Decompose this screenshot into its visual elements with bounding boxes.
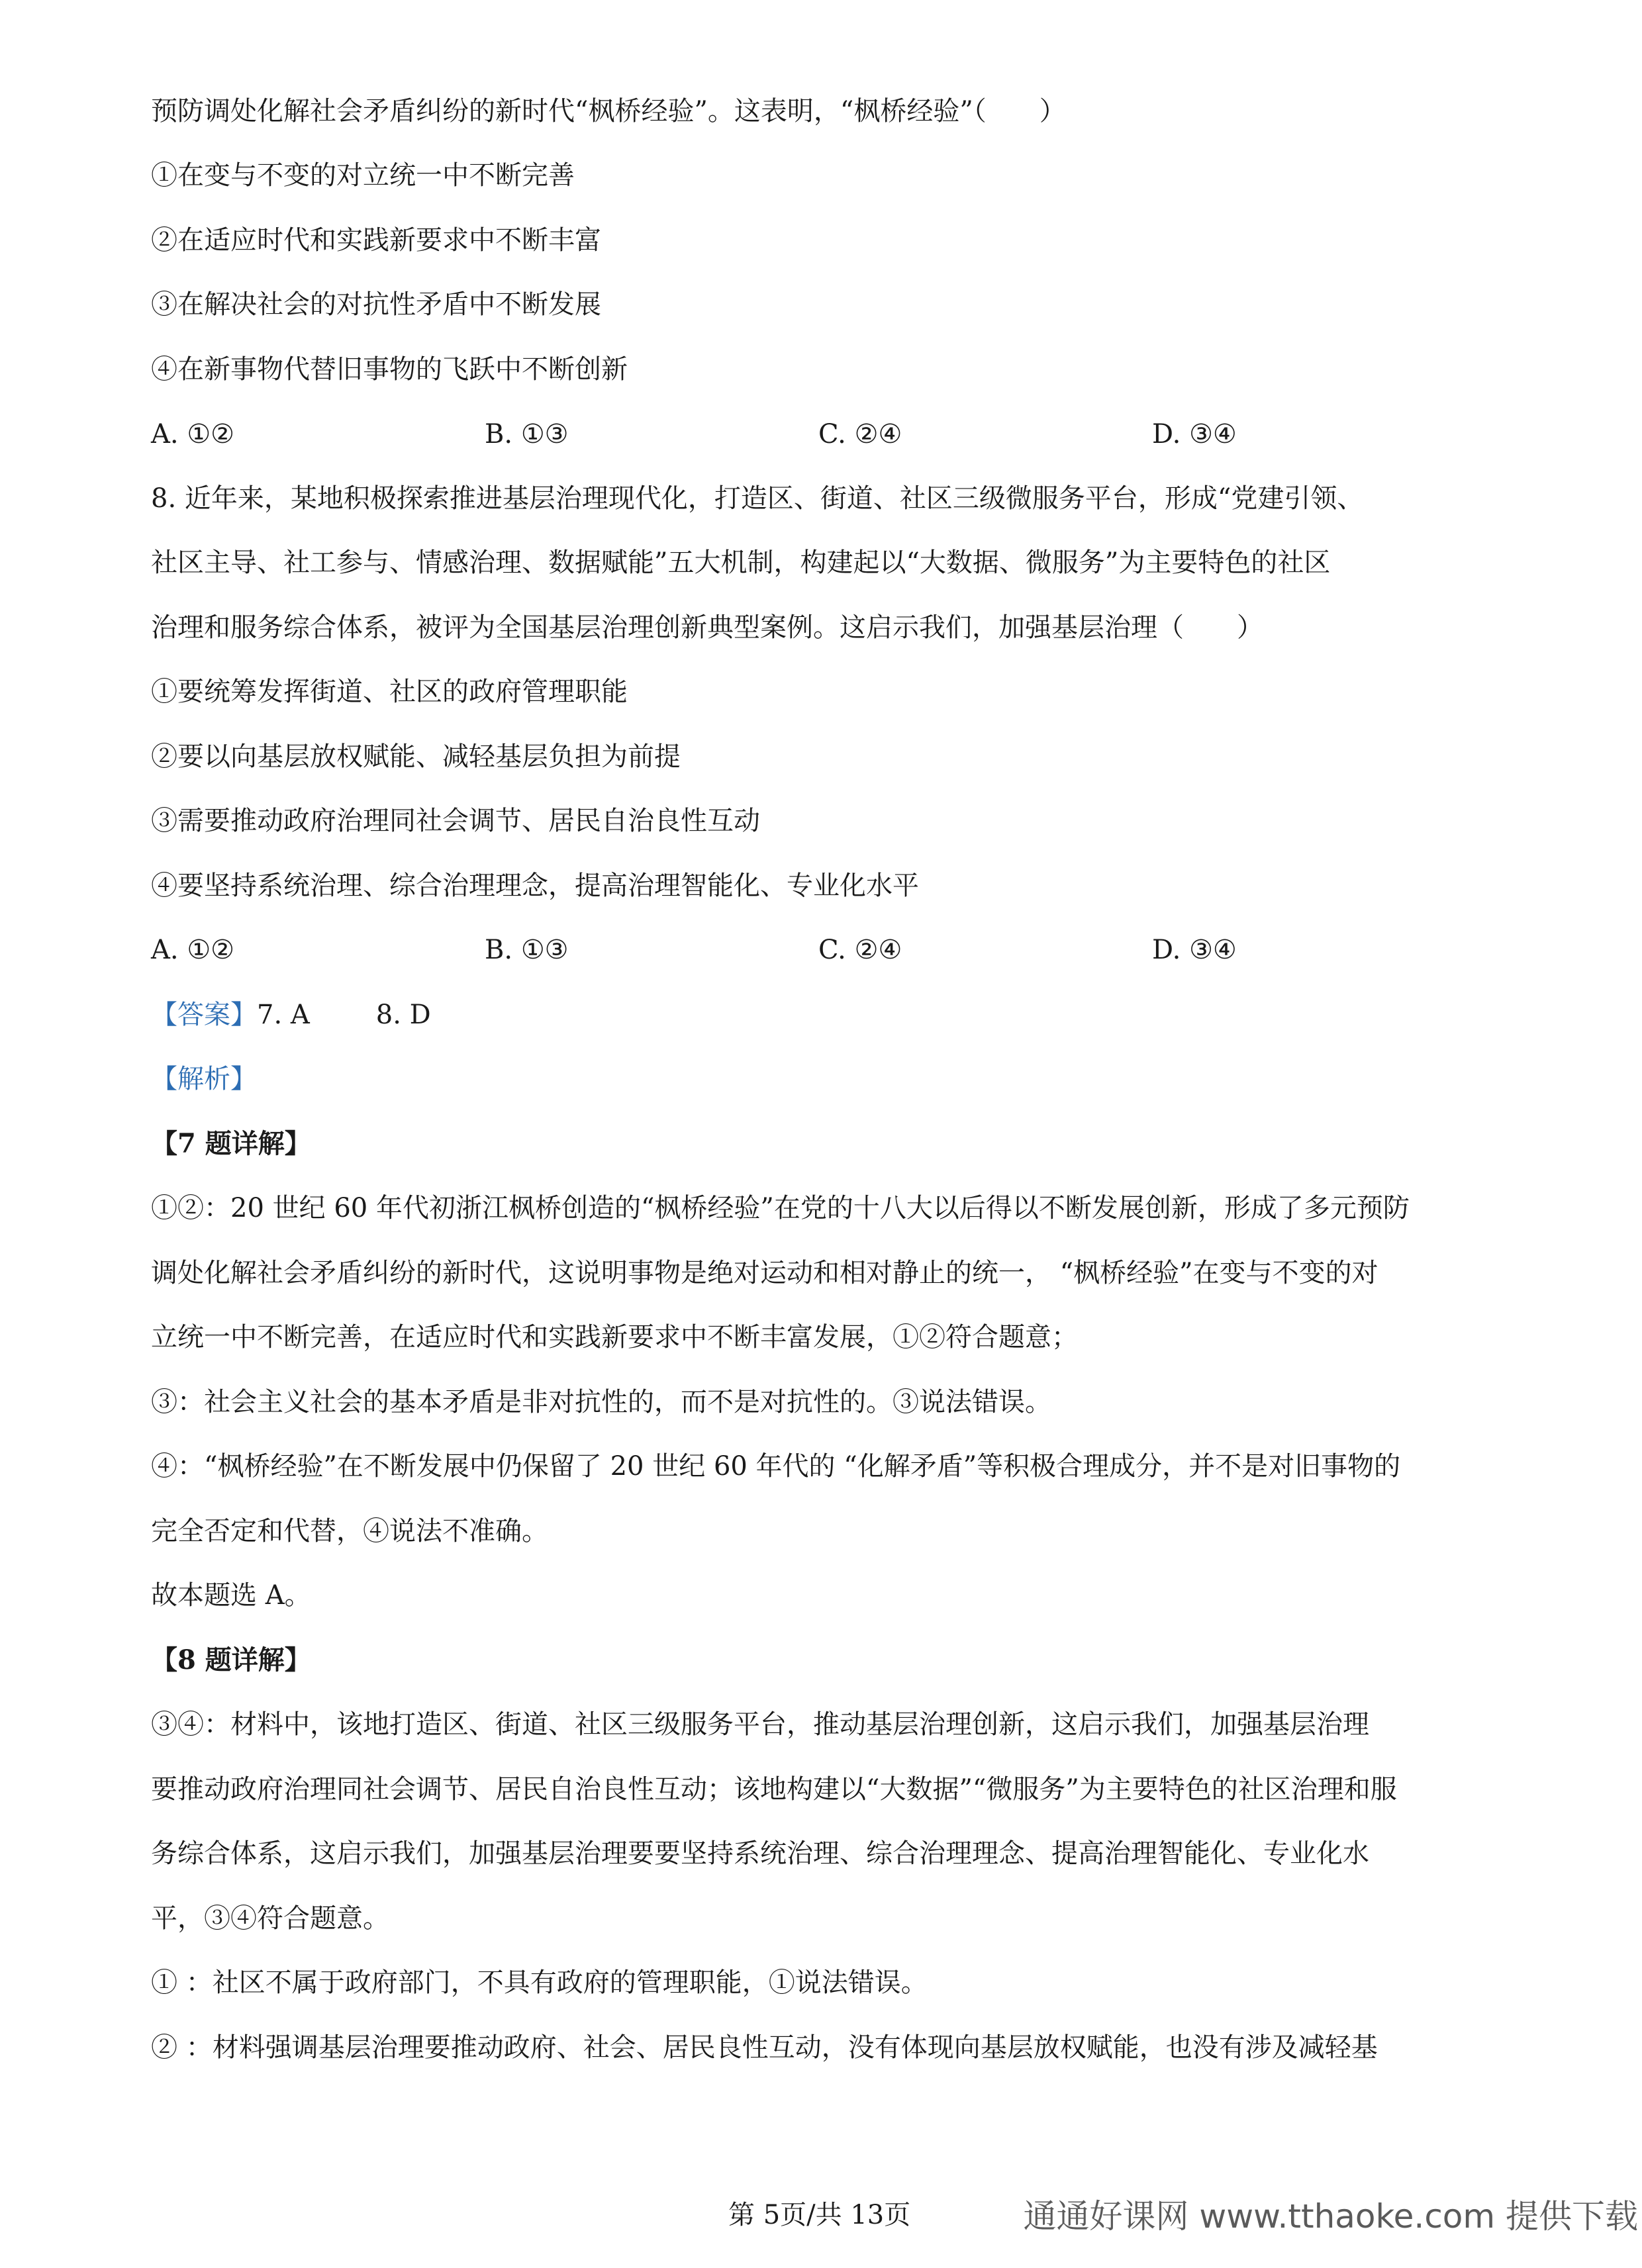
q7-option-d: D. ③④	[1152, 419, 1237, 449]
answer-label: 【答案】	[151, 1000, 257, 1030]
detail7-line-6: 完全否定和代替，④说法不准确。	[151, 1516, 548, 1546]
detail7-line-7: 故本题选 A。	[151, 1580, 311, 1611]
q8-option-a: A. ①②	[151, 935, 235, 965]
page-number: 第 5页/共 13页	[728, 2200, 911, 2230]
analysis-label: 【解析】	[151, 1064, 257, 1094]
q7-option-c: C. ②④	[818, 419, 902, 449]
q7-stem: 预防调处化解社会矛盾纠纷的新时代“枫桥经验”。这表明，“枫桥经验”（ ）	[151, 96, 1066, 126]
q7-option-b: B. ①③	[485, 419, 569, 449]
answer-line	[151, 995, 431, 1035]
q8-statement-3: ③需要推动政府治理同社会调节、居民自治良性互动	[151, 806, 760, 836]
detail7-line-4: ③：社会主义社会的基本矛盾是非对抗性的，而不是对抗性的。③说法错误。	[151, 1387, 1051, 1417]
detail8-line-4: 平，③④符合题意。	[151, 1903, 389, 1934]
q8-option-d: D. ③④	[1152, 935, 1237, 965]
q8-statement-1: ①要统筹发挥街道、社区的政府管理职能	[151, 677, 628, 707]
detail7-line-2: 调处化解社会矛盾纠纷的新时代，这说明事物是绝对运动和相对静止的统一， “枫桥经验”在变与不变的对	[151, 1258, 1378, 1288]
answer-q7: 7. A	[257, 1000, 310, 1030]
q8-option-b: B. ①③	[485, 935, 569, 965]
q8-stem-line-3: 治理和服务综合体系，被评为全国基层治理创新典型案例。这启示我们，加强基层治理（ ）	[151, 612, 1263, 643]
q7-option-a: A. ①②	[151, 419, 235, 449]
detail8-label: 【8 题详解】	[151, 1644, 311, 1676]
detail8-line-1: ③④：材料中，该地打造区、街道、社区三级服务平台，推动基层治理创新，这启示我们，加强基层治理	[151, 1709, 1369, 1740]
detail7-line-5: ④：“枫桥经验”在不断发展中仍保留了 20 世纪 60 年代的 “化解矛盾”等积极合理成分，并不是对旧事物的	[151, 1451, 1401, 1482]
q8-statement-2: ②要以向基层放权赋能、减轻基层负担为前提	[151, 741, 681, 772]
detail7-line-1: ①②：20 世纪 60 年代初浙江枫桥创造的“枫桥经验”在党的十八大以后得以不断发展创新，形成了多元预防	[151, 1193, 1410, 1223]
q7-statement-1: ①在变与不变的对立统一中不断完善	[151, 160, 575, 191]
detail8-line-6: ② ：材料强调基层治理要推动政府、社会、居民良性互动，没有体现向基层放权赋能，也没有涉及减轻基	[151, 2032, 1378, 2063]
detail8-line-5: ① ：社区不属于政府部门，不具有政府的管理职能，①说法错误。	[151, 1967, 928, 1998]
q8-stem-line-2: 社区主导、社工参与、情感治理、数据赋能”五大机制，构建起以“大数据、微服务”为主要特色的社区	[151, 547, 1331, 578]
answer-q8: 8. D	[375, 1000, 431, 1030]
q8-option-c: C. ②④	[818, 935, 902, 965]
watermark: 通通好课网 www.tthaoke.com 提供下载	[1023, 2197, 1638, 2236]
q7-statement-4: ④在新事物代替旧事物的飞跃中不断创新	[151, 354, 628, 385]
q8-stem-line-1: 8. 近年来，某地积极探索推进基层治理现代化，打造区、街道、社区三级微服务平台，形成“党建引领、	[151, 483, 1364, 514]
detail7-label: 【7 题详解】	[151, 1128, 311, 1159]
detail8-line-2: 要推动政府治理同社会调节、居民自治良性互动；该地构建以“大数据”“微服务”为主要特色的社区治理和服	[151, 1774, 1397, 1805]
q7-statement-2: ②在适应时代和实践新要求中不断丰富	[151, 225, 601, 256]
q8-statement-4: ④要坚持系统治理、综合治理理念，提高治理智能化、专业化水平	[151, 871, 919, 901]
detail7-line-3: 立统一中不断完善，在适应时代和实践新要求中不断丰富发展，①②符合题意；	[151, 1322, 1078, 1352]
detail8-line-3: 务综合体系，这启示我们，加强基层治理要要坚持系统治理、综合治理理念、提高治理智能化、专业化水	[151, 1838, 1369, 1869]
q7-statement-3: ③在解决社会的对抗性矛盾中不断发展	[151, 289, 601, 320]
